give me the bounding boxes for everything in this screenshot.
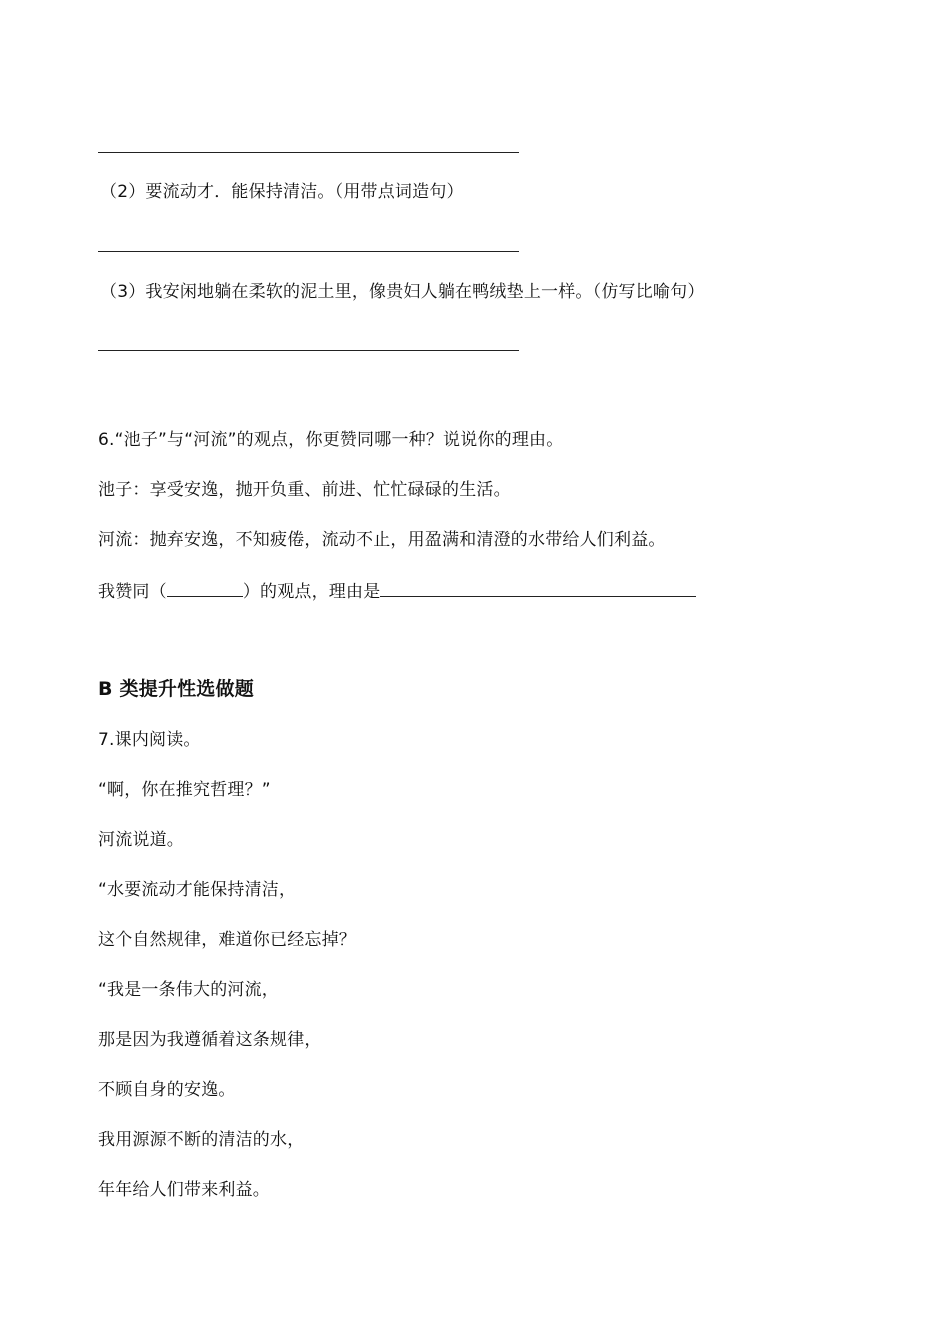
q7-title: 7.课内阅读。 xyxy=(98,730,201,750)
q7-poem-line: 那是因为我遵循着这条规律， xyxy=(98,1030,322,1050)
answer-line-2[interactable] xyxy=(98,251,519,252)
q6-pond-view: 池子：享受安逸，抛开负重、前进、忙忙碌碌的生活。 xyxy=(98,480,511,500)
q5-item-2: （2）要流动才．能保持清洁。（用带点词造句） xyxy=(100,182,464,202)
answer-line-1[interactable] xyxy=(98,152,519,153)
q6-answer-middle: ）的观点，理由是 xyxy=(242,582,381,602)
q6-choice-blank[interactable] xyxy=(167,578,243,597)
q7-poem-line: 我用源源不断的清洁的水， xyxy=(98,1130,305,1150)
q7-poem-line: 年年给人们带来利益。 xyxy=(98,1180,270,1200)
q5-item-3: （3）我安闲地躺在柔软的泥土里，像贵妇人躺在鸭绒垫上一样。（仿写比喻句） xyxy=(100,282,705,302)
q6-river-view: 河流：抛弃安逸，不知疲倦，流动不止，用盈满和清澄的水带给人们利益。 xyxy=(98,530,666,550)
q7-poem-line: “水要流动才能保持清洁， xyxy=(98,880,297,900)
q7-poem-line: “啊，你在推究哲理？” xyxy=(98,780,271,800)
q6-answer-prefix: 我赞同（ xyxy=(98,582,167,602)
q7-poem-line: 这个自然规律，难道你已经忘掉？ xyxy=(98,930,356,950)
q6-reason-blank[interactable] xyxy=(380,578,696,597)
q6-answer-line xyxy=(98,578,696,604)
q7-poem-line: “我是一条伟大的河流， xyxy=(98,980,280,1000)
section-b-heading: B 类提升性选做题 xyxy=(98,678,254,700)
q7-poem-line: 不顾自身的安逸。 xyxy=(98,1080,236,1100)
q7-poem-line: 河流说道。 xyxy=(98,830,184,850)
q6-title: 6.“池子”与“河流”的观点，你更赞同哪一种？说说你的理由。 xyxy=(98,430,564,450)
answer-line-3[interactable] xyxy=(98,350,519,351)
